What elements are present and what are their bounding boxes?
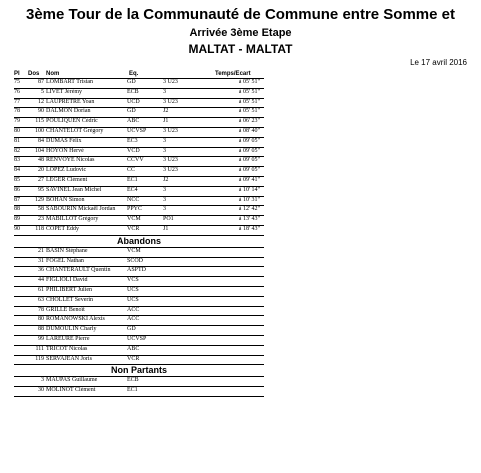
bib-cell: 119 xyxy=(35,356,44,362)
bib-cell: 129 xyxy=(35,197,44,203)
team-cell: VCR xyxy=(127,356,140,362)
bib-cell: 99 xyxy=(38,336,44,342)
bib-cell: 95 xyxy=(38,187,44,193)
column-header-eq: Eq. xyxy=(129,71,139,77)
result-row xyxy=(0,117,481,126)
time-gap-cell: à 09' 05" xyxy=(238,138,260,144)
time-gap-cell: à 10' 31" xyxy=(238,197,260,203)
team-cell: UCD xyxy=(127,99,140,105)
abandon-heading: Abandons xyxy=(117,236,161,246)
result-row xyxy=(0,147,481,156)
team-cell: EC1 xyxy=(127,387,138,393)
bib-cell: 111 xyxy=(35,346,44,352)
rider-name-cell: DUMOULIN Charly xyxy=(46,326,97,332)
abandon-row xyxy=(0,276,481,285)
result-row xyxy=(0,166,481,175)
team-cell: GD xyxy=(127,79,136,85)
team-cell: VCM xyxy=(127,248,141,254)
result-row xyxy=(0,78,481,87)
team-cell: PPYC xyxy=(127,206,143,212)
result-row xyxy=(0,176,481,185)
bib-cell: 12 xyxy=(38,99,44,105)
rider-name-cell: MOLINOT Clément xyxy=(46,387,96,393)
category-cell: 3 U23 xyxy=(163,99,178,105)
result-row xyxy=(0,205,481,214)
team-cell: ECB xyxy=(127,89,139,95)
rider-name-cell: SAVINEL Jean Michel xyxy=(46,187,102,193)
rider-name-cell: LEGER Clément xyxy=(46,177,88,183)
time-gap-cell: à 05' 51" xyxy=(238,79,260,85)
team-cell: CC xyxy=(127,167,136,173)
time-gap-cell: à 09' 05" xyxy=(238,157,260,163)
rider-name-cell: LOMBART Tristan xyxy=(46,79,94,85)
bib-cell: 80 xyxy=(38,316,44,322)
category-cell: 3 U23 xyxy=(163,79,178,85)
rider-name-cell: GRILLE Benoît xyxy=(46,307,85,313)
rider-name-cell: BOHAN Simon xyxy=(46,197,85,203)
result-row xyxy=(0,127,481,136)
category-cell: 3 U23 xyxy=(163,167,178,173)
race-date: Le 17 avril 2016 xyxy=(410,58,467,67)
result-row xyxy=(0,107,481,116)
bib-cell: 48 xyxy=(38,157,44,163)
team-cell: ACC xyxy=(127,316,140,322)
rider-name-cell: FIGLIOLI David xyxy=(46,277,88,283)
team-cell: EC4 xyxy=(127,187,138,193)
bib-cell: 58 xyxy=(38,206,44,212)
non-partant-row xyxy=(0,386,481,395)
result-row xyxy=(0,225,481,234)
bib-cell: 61 xyxy=(38,287,44,293)
rider-name-cell: RENVOYE Nicolas xyxy=(46,157,95,163)
team-cell: SCOD xyxy=(127,258,144,264)
rider-name-cell: ROMANOWSKI Alexis xyxy=(46,316,105,322)
place-cell: 79 xyxy=(14,118,20,124)
place-cell: 78 xyxy=(14,108,20,114)
rider-name-cell: BASIN Stéphane xyxy=(46,248,88,254)
result-row xyxy=(0,196,481,205)
team-cell: ASPTD xyxy=(127,267,147,273)
abandon-row xyxy=(0,335,481,344)
category-cell: PO1 xyxy=(163,216,174,222)
abandon-row xyxy=(0,315,481,324)
team-cell: UCVSP xyxy=(127,336,147,342)
time-gap-cell: à 12' 42" xyxy=(238,206,260,212)
time-gap-cell: à 09' 41" xyxy=(238,177,260,183)
place-cell: 87 xyxy=(14,197,20,203)
rider-name-cell: POULIQUEN Cédric xyxy=(46,118,98,124)
team-cell: CCVV xyxy=(127,157,144,163)
rider-name-cell: CHANTERAULT Quentin xyxy=(46,267,111,273)
time-gap-cell: à 08' 40" xyxy=(238,128,260,134)
category-cell: J2 xyxy=(163,108,169,114)
abandon-row xyxy=(0,296,481,305)
result-row xyxy=(0,137,481,146)
bib-cell: 78 xyxy=(38,307,44,313)
place-cell: 81 xyxy=(14,138,20,144)
category-cell: J1 xyxy=(163,118,169,124)
place-cell: 82 xyxy=(14,148,20,154)
result-row xyxy=(0,88,481,97)
rider-name-cell: TRICOT Nicolas xyxy=(46,346,88,352)
time-gap-cell: à 06' 23" xyxy=(238,118,260,124)
time-gap-cell: à 10' 14" xyxy=(238,187,260,193)
rider-name-cell: COPET Eddy xyxy=(46,226,80,232)
abandon-row xyxy=(0,286,481,295)
team-cell: GD xyxy=(127,108,136,114)
place-cell: 86 xyxy=(14,187,20,193)
bib-cell: 104 xyxy=(35,148,44,154)
stage-name: MALTAT - MALTAT xyxy=(188,42,293,56)
rider-name-cell: PHILIBERT Julien xyxy=(46,287,93,293)
category-cell: 3 U23 xyxy=(163,128,178,134)
place-cell: 84 xyxy=(14,167,20,173)
category-cell: J2 xyxy=(163,177,169,183)
category-cell: 3 xyxy=(163,148,166,154)
team-cell: ACC xyxy=(127,307,140,313)
abandon-row xyxy=(0,355,481,364)
rider-name-cell: LAREURE Pierre xyxy=(46,336,90,342)
non-partant-heading: Non Partants xyxy=(110,365,167,375)
bib-cell: 20 xyxy=(38,167,44,173)
team-cell: ECB xyxy=(127,377,139,383)
team-cell: EC3 xyxy=(127,138,138,144)
place-cell: 83 xyxy=(14,157,20,163)
team-cell: VCD xyxy=(127,148,140,154)
category-cell: 3 xyxy=(163,89,166,95)
column-header-nom: Nom xyxy=(46,71,60,77)
time-gap-cell: à 18' 43" xyxy=(238,226,260,232)
time-gap-cell: à 09' 05" xyxy=(238,167,260,173)
team-cell: VCR xyxy=(127,226,140,232)
rider-name-cell: LAUPRETRE Yoan xyxy=(46,99,95,105)
time-gap-cell: à 09' 05" xyxy=(238,148,260,154)
place-cell: 76 xyxy=(14,89,20,95)
rider-name-cell: MAUPAS Guillaume xyxy=(46,377,98,383)
column-header-dos: Dos xyxy=(28,71,40,77)
team-cell: ABC xyxy=(127,118,140,124)
abandon-row xyxy=(0,257,481,266)
bib-cell: 31 xyxy=(38,258,44,264)
team-cell: EC1 xyxy=(127,177,138,183)
category-cell: 3 xyxy=(163,187,166,193)
time-gap-cell: à 05' 51" xyxy=(238,99,260,105)
place-cell: 89 xyxy=(14,216,20,222)
team-cell: GD xyxy=(127,326,136,332)
team-cell: UCS xyxy=(127,287,139,293)
place-cell: 85 xyxy=(14,177,20,183)
place-cell: 75 xyxy=(14,79,20,85)
place-cell: 77 xyxy=(14,99,20,105)
team-cell: VCM xyxy=(127,216,141,222)
category-cell: 3 xyxy=(163,206,166,212)
result-row xyxy=(0,215,481,224)
rider-name-cell: SABOURIN Mickaël Jordan xyxy=(46,206,116,212)
bib-cell: 100 xyxy=(35,128,44,134)
bib-cell: 27 xyxy=(38,177,44,183)
bib-cell: 44 xyxy=(38,277,44,283)
category-cell: 3 xyxy=(163,138,166,144)
abandon-row xyxy=(0,306,481,315)
rider-name-cell: CHOLLET Severin xyxy=(46,297,94,303)
column-header-pl: Pl xyxy=(14,71,20,77)
team-cell: VCS xyxy=(127,277,139,283)
column-header-ecart: Temps/Ecart xyxy=(215,71,251,77)
result-row xyxy=(0,98,481,107)
category-cell: 3 xyxy=(163,197,166,203)
bib-cell: 115 xyxy=(35,118,44,124)
abandon-row xyxy=(0,325,481,334)
team-cell: ABC xyxy=(127,346,140,352)
bib-cell: 90 xyxy=(38,108,44,114)
result-row xyxy=(0,156,481,165)
abandon-row xyxy=(0,345,481,354)
time-gap-cell: à 05' 51" xyxy=(238,108,260,114)
bib-cell: 84 xyxy=(38,138,44,144)
bib-cell: 36 xyxy=(38,267,44,273)
non-partant-row xyxy=(0,376,481,385)
result-row xyxy=(0,186,481,195)
place-cell: 88 xyxy=(14,206,20,212)
rider-name-cell: MABILLOT Grégory xyxy=(46,216,99,222)
page-subtitle: Arrivée 3ème Etape xyxy=(189,27,292,39)
place-cell: 80 xyxy=(14,128,20,134)
bib-cell: 3 xyxy=(41,377,44,383)
bib-cell: 118 xyxy=(35,226,44,232)
rider-name-cell: DALMON Dorian xyxy=(46,108,91,114)
abandon-row xyxy=(0,247,481,256)
bib-cell: 88 xyxy=(38,326,44,332)
team-cell: NCC xyxy=(127,197,140,203)
rider-name-cell: FOGEL Nathan xyxy=(46,258,84,264)
bib-cell: 21 xyxy=(38,248,44,254)
category-cell: J1 xyxy=(163,226,169,232)
rider-name-cell: DUMAS Félix xyxy=(46,138,82,144)
rider-name-cell: HOYON Hervé xyxy=(46,148,84,154)
bib-cell: 30 xyxy=(38,387,44,393)
row-divider xyxy=(14,396,264,397)
category-cell: 3 U23 xyxy=(163,157,178,163)
rider-name-cell: LOPEZ Ludovic xyxy=(46,167,87,173)
bib-cell: 5 xyxy=(41,89,44,95)
abandon-row xyxy=(0,266,481,275)
team-cell: UCS xyxy=(127,297,139,303)
time-gap-cell: à 13' 43" xyxy=(238,216,260,222)
bib-cell: 63 xyxy=(38,297,44,303)
rider-name-cell: SERVAJEAN Joris xyxy=(46,356,92,362)
page-title: 3ème Tour de la Communauté de Commune entre Somme et xyxy=(26,6,455,23)
rider-name-cell: CHANTELOT Grégory xyxy=(46,128,104,134)
bib-cell: 87 xyxy=(38,79,44,85)
bib-cell: 23 xyxy=(38,216,44,222)
rider-name-cell: LIVET Jérémy xyxy=(46,89,83,95)
place-cell: 90 xyxy=(14,226,20,232)
time-gap-cell: à 05' 51" xyxy=(238,89,260,95)
team-cell: UCVSP xyxy=(127,128,147,134)
